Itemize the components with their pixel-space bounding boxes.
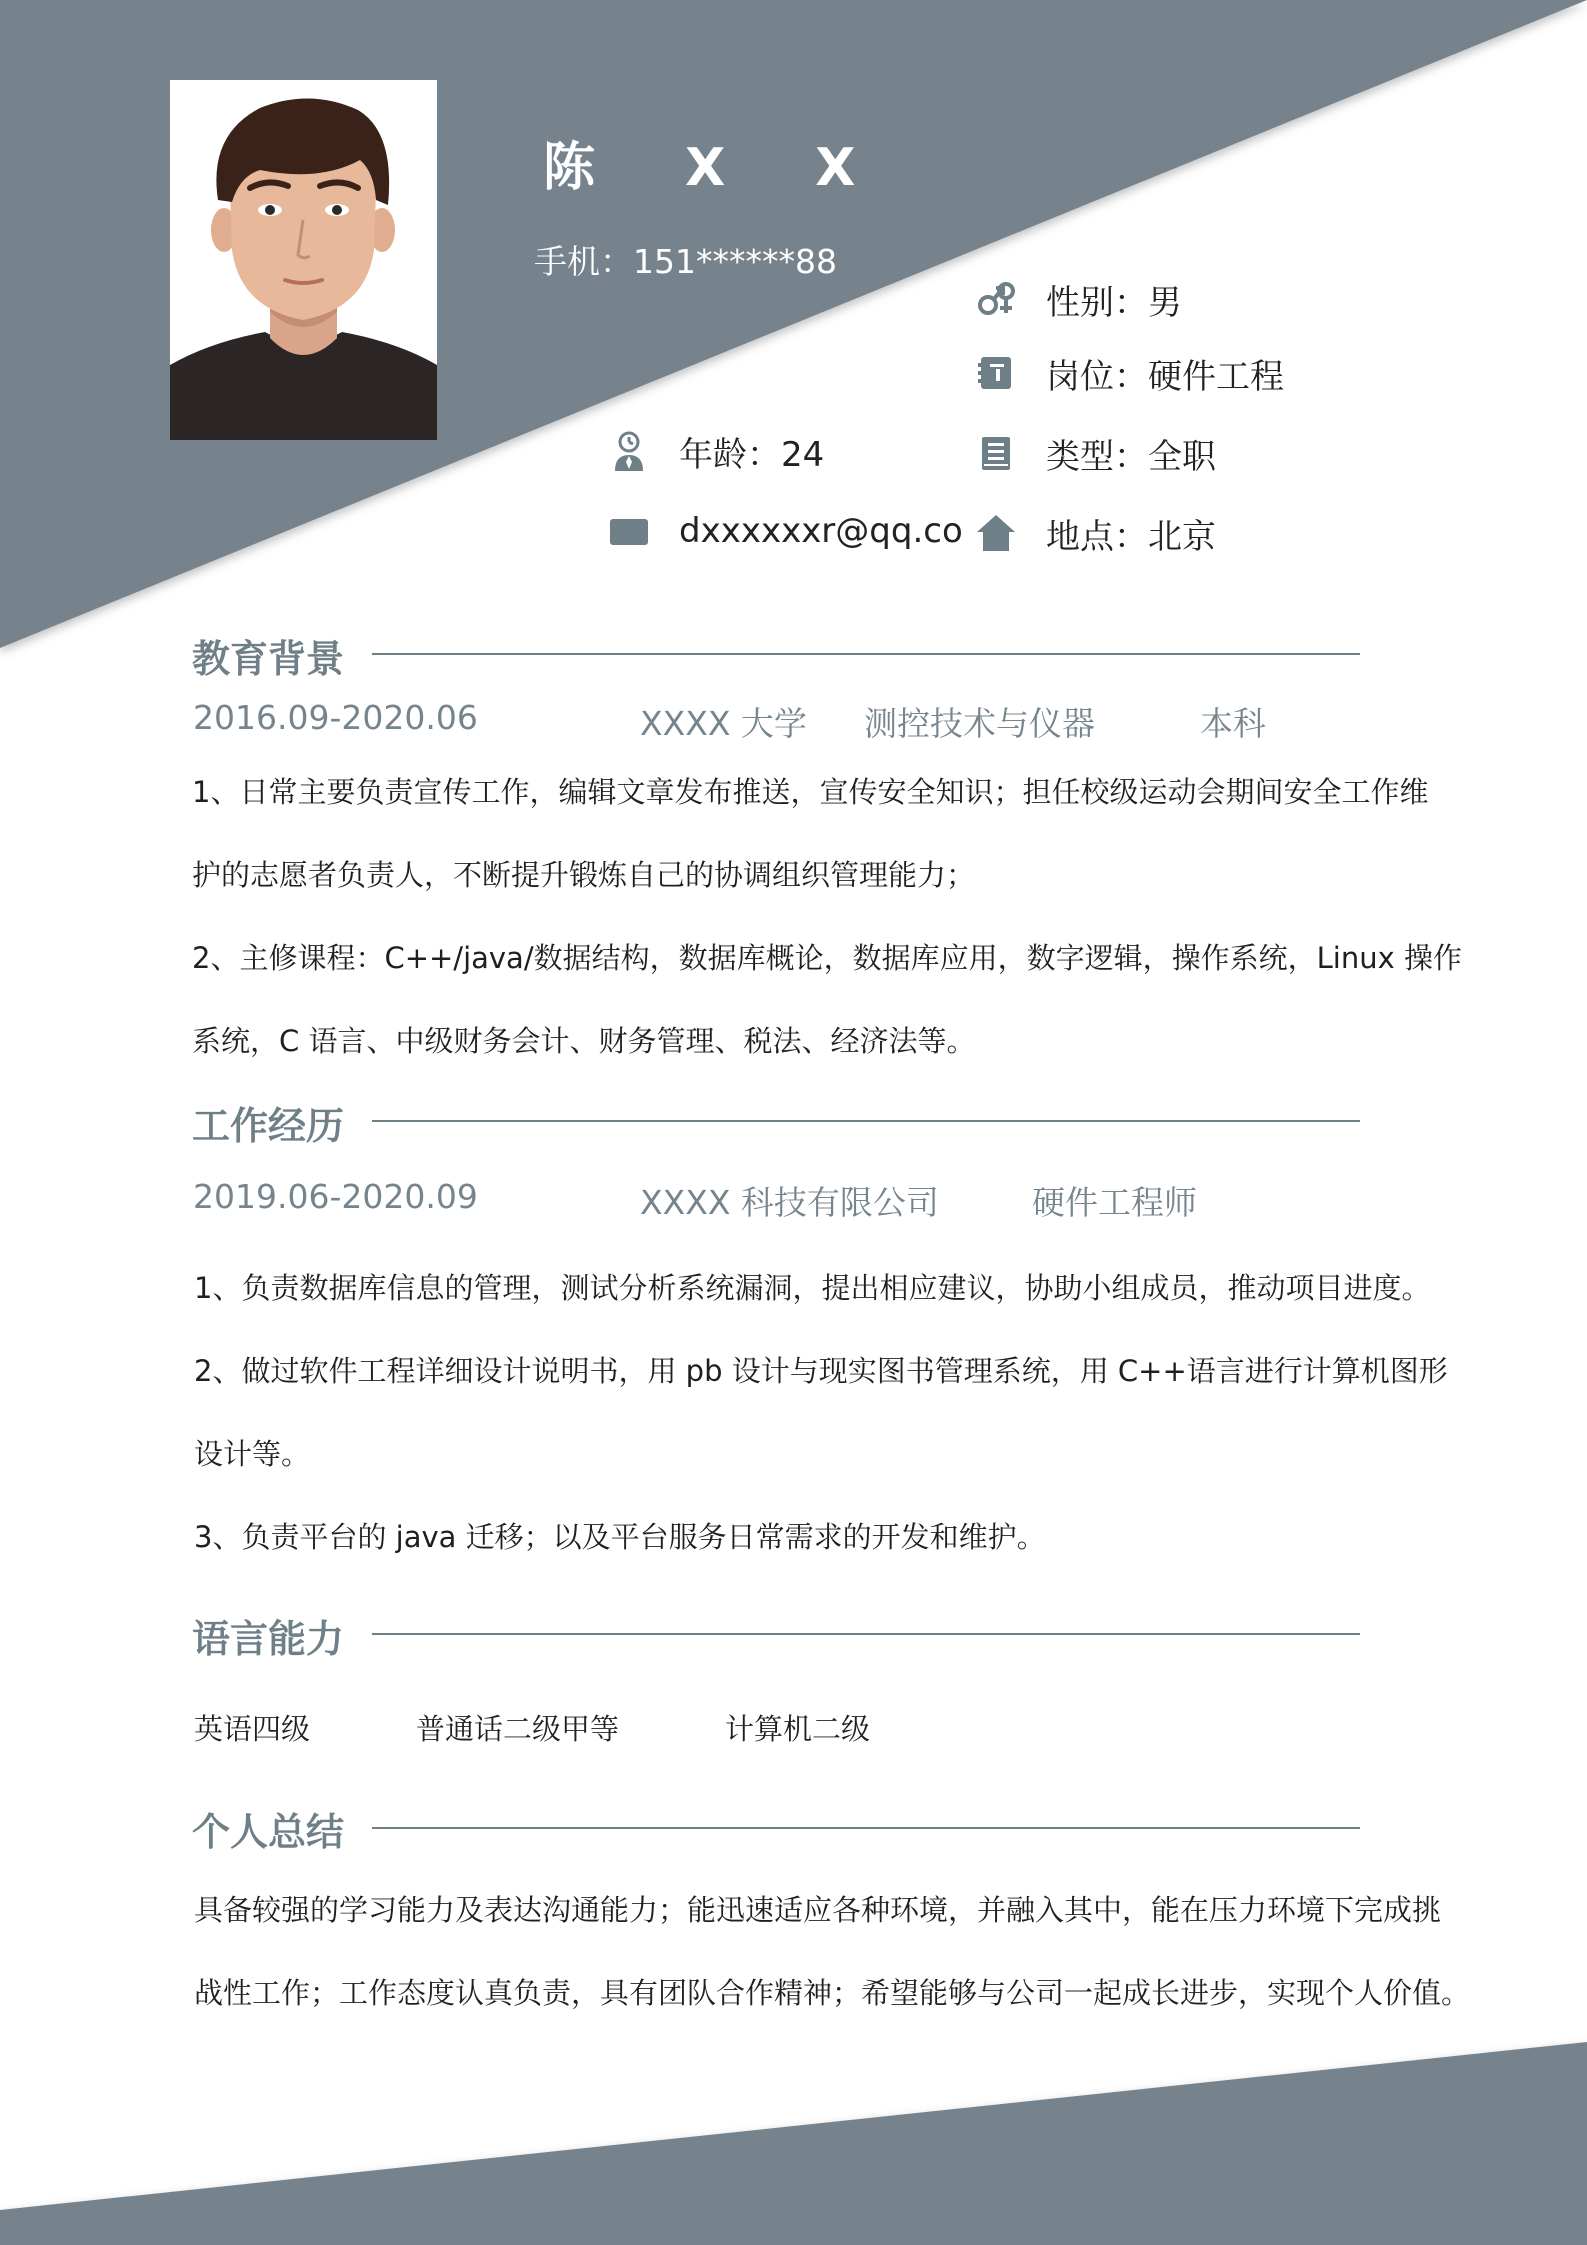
age-person-icon — [607, 429, 651, 473]
language-divider — [372, 1633, 1360, 1635]
location-text: 地点：北京 — [1046, 516, 1216, 557]
education-title: 教育背景 — [192, 637, 345, 681]
book-icon — [974, 431, 1018, 475]
gender-icon — [974, 277, 1018, 321]
language-item: 计算机二级 — [725, 1712, 871, 1746]
work-line: 3、负责平台的 java 迁移；以及平台服务日常需求的开发和维护。 — [194, 1520, 1046, 1554]
candidate-name: 陈 X X — [543, 138, 892, 198]
education-line: 护的志愿者负责人，不断提升锻炼自己的协调组织管理能力； — [192, 858, 976, 892]
phone-number: 手机：151******88 — [534, 242, 837, 281]
language-title: 语言能力 — [192, 1617, 345, 1661]
email-icon — [607, 509, 651, 553]
education-divider — [372, 653, 1360, 655]
education-degree: 本科 — [1200, 704, 1266, 743]
education-school: XXXX 大学 — [640, 704, 807, 743]
education-period: 2016.09-2020.06 — [193, 698, 478, 737]
email-text: dxxxxxxr@qq.co — [679, 511, 963, 551]
work-line: 1、负责数据库信息的管理，测试分析系统漏洞，提出相应建议，协助小组成员，推动项目进度。 — [194, 1271, 1431, 1305]
info-age — [607, 426, 824, 476]
language-item: 英语四级 — [194, 1712, 311, 1746]
language-item: 普通话二级甲等 — [416, 1712, 620, 1746]
info-type — [974, 428, 1216, 478]
education-line: 2、主修课程：C++/java/数据结构，数据库概论，数据库应用，数字逻辑，操作系统，Linux 操作 — [192, 941, 1462, 975]
info-gender — [974, 274, 1182, 324]
work-title: 工作经历 — [192, 1104, 345, 1148]
age-text: 年龄：24 — [679, 434, 825, 475]
summary-line: 战性工作；工作态度认真负责，具有团队合作精神；希望能够与公司一起成长进步，实现个人价值。 — [194, 1976, 1471, 2010]
gender-text: 性别：男 — [1046, 282, 1182, 323]
home-icon — [974, 511, 1018, 555]
work-period: 2019.06-2020.09 — [193, 1177, 478, 1216]
summary-line: 具备较强的学习能力及表达沟通能力；能迅速适应各种环境，并融入其中，能在压力环境下完成挑 — [194, 1893, 1442, 1927]
summary-title: 个人总结 — [192, 1810, 345, 1854]
info-email — [607, 506, 963, 556]
info-location — [974, 508, 1216, 558]
work-line: 设计等。 — [194, 1437, 311, 1471]
position-text: 岗位：硬件工程 — [1046, 356, 1284, 397]
education-major: 测控技术与仪器 — [864, 704, 1095, 743]
work-divider — [372, 1120, 1360, 1122]
work-role: 硬件工程师 — [1032, 1183, 1197, 1222]
work-line: 2、做过软件工程详细设计说明书，用 pb 设计与现实图书管理系统，用 C++语言进行计算机图形 — [194, 1354, 1448, 1388]
work-company: XXXX 科技有限公司 — [640, 1183, 939, 1222]
profile-photo — [170, 80, 437, 440]
footer-diagonal-band — [0, 2042, 1587, 2245]
education-line: 1、日常主要负责宣传工作，编辑文章发布推送，宣传安全知识；担任校级运动会期间安全工作维 — [192, 775, 1429, 809]
badge-icon — [974, 351, 1018, 395]
education-line: 系统，C 语言、中级财务会计、财务管理、税法、经济法等。 — [192, 1024, 976, 1058]
type-text: 类型：全职 — [1046, 436, 1216, 477]
summary-divider — [372, 1827, 1360, 1829]
info-position — [974, 348, 1284, 398]
